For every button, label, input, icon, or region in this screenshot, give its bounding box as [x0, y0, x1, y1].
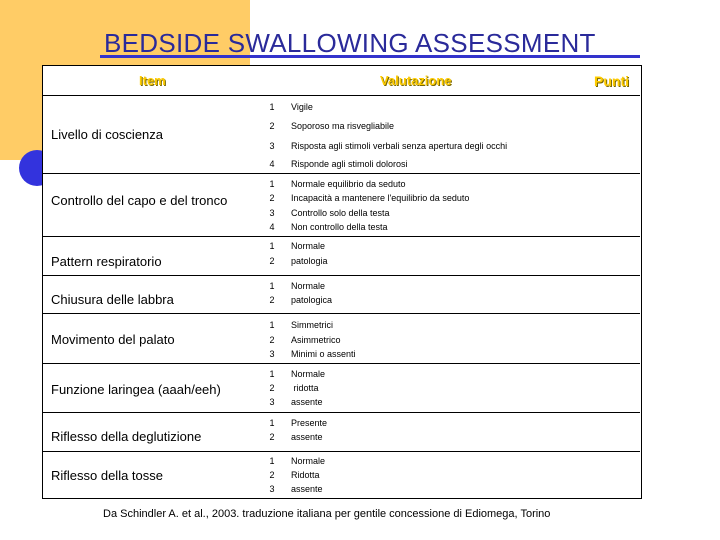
score-number: 2	[269, 256, 275, 266]
row-divider	[42, 313, 640, 314]
item-label-riflesso-deglutizione: Riflesso della deglutizione	[51, 429, 202, 444]
row-divider	[42, 173, 640, 174]
score-number: 2	[269, 121, 275, 131]
score-number: 2	[269, 295, 275, 305]
score-number: 3	[269, 397, 275, 407]
row-divider	[42, 451, 640, 452]
item-label-pattern-respiratorio: Pattern respiratorio	[51, 254, 162, 269]
score-description: patologica	[291, 295, 333, 305]
score-number: 3	[269, 141, 275, 151]
score-number: 3	[269, 484, 275, 494]
row-divider	[42, 95, 640, 96]
row-divider	[42, 363, 640, 364]
item-label-movimento-palato: Movimento del palato	[51, 332, 175, 347]
score-number: 1	[269, 102, 275, 112]
score-description: Presente	[291, 418, 328, 428]
score-description: Normale	[291, 456, 326, 466]
score-description: patologia	[291, 256, 328, 266]
score-number: 1	[269, 179, 275, 189]
row-divider	[42, 275, 640, 276]
score-number: 2	[269, 335, 275, 345]
score-number: 2	[269, 193, 275, 203]
item-label-livello-coscienza: Livello di coscienza	[51, 127, 164, 142]
score-number: 1	[269, 241, 275, 251]
score-description: Incapacità a mantenere l'equilibrio da seduto	[291, 193, 470, 203]
score-description: Risposta agli stimoli verbali senza apertura degli occhi	[291, 141, 508, 151]
score-description: Risponde agli stimoli dolorosi	[291, 159, 408, 169]
score-description: Normale	[291, 281, 326, 291]
column-header-item: Item	[139, 73, 166, 88]
score-number: 3	[269, 349, 275, 359]
item-label-riflesso-tosse: Riflesso della tosse	[51, 468, 163, 483]
score-number: 1	[269, 456, 275, 466]
row-divider	[42, 412, 640, 413]
score-description: assente	[291, 484, 323, 494]
score-description: assente	[291, 397, 323, 407]
score-description: assente	[291, 432, 323, 442]
score-description: Non controllo della testa	[291, 222, 388, 232]
score-description: Normale	[291, 369, 326, 379]
score-description: Vigile	[291, 102, 313, 112]
score-number: 1	[269, 418, 275, 428]
score-number: 1	[269, 281, 275, 291]
score-number: 2	[269, 470, 275, 480]
source-citation: Da Schindler A. et al., 2003. traduzione italiana per gentile concessione di Ediomega, Torino	[103, 508, 551, 520]
column-header-valutazione: Valutazione	[380, 73, 452, 88]
score-description: Normale	[291, 241, 326, 251]
score-description: Asimmetrico	[291, 335, 341, 345]
score-number: 3	[269, 208, 275, 218]
score-number: 2	[269, 383, 275, 393]
score-description: Minimi o assenti	[291, 349, 356, 359]
score-number: 1	[269, 369, 275, 379]
score-description: Ridotta	[291, 470, 320, 480]
column-header-punti: Punti	[594, 73, 629, 89]
row-divider	[42, 236, 640, 237]
item-label-funzione-laringea: Funzione laringea (aaah/eeh)	[51, 382, 221, 397]
score-description: Simmetrici	[291, 320, 333, 330]
score-number: 4	[269, 159, 275, 169]
page-title: BEDSIDE SWALLOWING ASSESSMENT	[104, 28, 596, 58]
item-label-controllo-capo-tronco: Controllo del capo e del tronco	[51, 193, 228, 208]
score-number: 2	[269, 432, 275, 442]
score-number: 4	[269, 222, 275, 232]
score-description: ridotta	[291, 383, 319, 393]
score-description: Soporoso ma risvegliabile	[291, 121, 395, 131]
score-number: 1	[269, 320, 275, 330]
item-label-chiusura-labbra: Chiusura delle labbra	[51, 292, 174, 307]
score-description: Normale equilibrio da seduto	[291, 179, 406, 189]
score-description: Controllo solo della testa	[291, 208, 390, 218]
